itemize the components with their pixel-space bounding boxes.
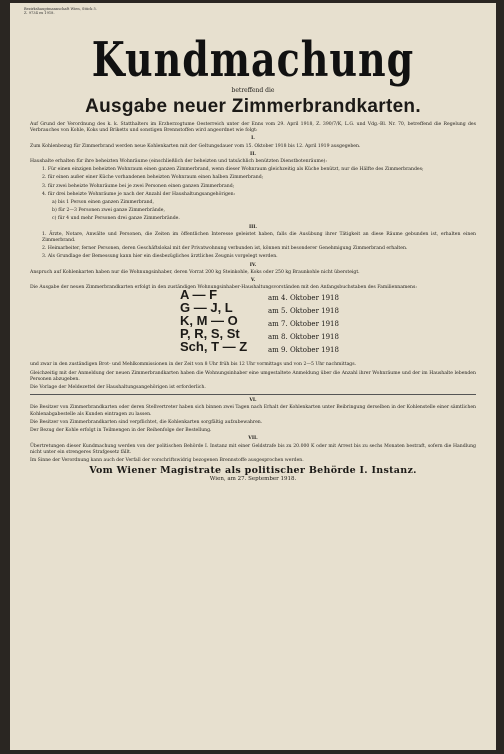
section-paragraph: 4. für drei beheizte Wohnräume je nach der Anzahl der Haushaltungsangehörigen: — [42, 191, 236, 197]
section-paragraph: 2. für einen außer einer Küche vorhandenen beheizten Wohnraum einen halben Zimmerbrand; — [42, 175, 264, 181]
section-paragraph: Die Besitzer von Zimmerbrandkarten oder deren Stellvertreter haben sich binnen zwei Tagen nach Erhalt der Kohlenkarten unter Beibringung derselben in der Kohlenstelle einer sämtlichen Kohlenabgabestelle als Kunden eintragen zu lassen. — [30, 405, 476, 417]
section-paragraph: Die Besitzer von Zimmerbrandkarten sind verpflichtet, die Kohlenkarten sorgfältig aufzubewahren. — [30, 419, 263, 425]
section-paragraph: b) für 2—3 Personen zwei ganze Zimmerbrände, — [52, 208, 165, 214]
reference-line-2: Z. 9734 ex 1918. — [24, 11, 55, 16]
section-number: II. — [250, 151, 256, 157]
announcement-body — [30, 122, 476, 483]
subtitle-main: Ausgabe neuer Zimmerbrandkarten. — [85, 96, 421, 117]
schedule-note-paragraph: Gleichzeitig mit der Anmeldung der neuen Zimmerbrandkarten haben die Wohnungsinhaber eine umgestaltete Anmeldung über die Anzahl ihrer Wohnräume und der im Haushalte lebenden Personen abzugeben. — [30, 370, 476, 382]
schedule-note-paragraph: und zwar in den zuständigen Brot- und Mehlkommissionen in der Zeit von 8 Uhr früh bis 12 Uhr vormittags und von 2—5 Uhr nachmittags. — [30, 362, 357, 368]
section-paragraph: Übertretungen dieser Kundmachung werden von der politischen Behörde I. Instanz mit einer Geldstrafe bis zu 20.000 K oder mit Arrest bis zu sechs Monaten bestraft, sofern die Handlung nicht unter ein strengeres Strafgesetz fällt. — [30, 443, 476, 455]
section-number: I. — [251, 136, 255, 142]
schedule-row — [180, 339, 476, 359]
schedule-date: am 8. Oktober 1918 — [268, 333, 339, 342]
schedule-date: am 9. Oktober 1918 — [268, 346, 339, 355]
section-number: VII. — [248, 436, 258, 442]
sections-part-1 — [30, 136, 476, 291]
section-paragraph: Im Sinne der Verordnung kann auch der Verfall der vorschriftswidrig bezogenen Brennstoffe ausgesprochen werden. — [30, 457, 304, 463]
section-number: VI. — [249, 398, 257, 404]
issuing-authority: Vom Wiener Magistrate als politischer Behörde I. Instanz. — [89, 465, 417, 477]
section-paragraph: 1. Für einen einzigen beheizten Wohnraum einen ganzen Zimmerbrand, wenn dieser Wohnraum gleichzeitig als Küche benützt, nur die Hälfte des Zimmerbrandes; — [42, 167, 424, 173]
subtitle-small: betreffend die — [231, 87, 275, 94]
section-paragraph: Haushalte erhalten für ihre beheizten Wohnräume (einschließlich der beheizten und tatsächlich benützten Dienstbotenräume): — [30, 159, 327, 165]
section-paragraph: Anspruch auf Kohlenkarten haben nur die Wohnungsinhaber, deren Vorrat 200 kg Steinkohle, Koks oder 250 kg Braunkohle nicht übersteigt. — [30, 269, 360, 275]
letter-group: G — J, L — [180, 300, 233, 316]
schedule-notes — [30, 362, 476, 391]
poster-sheet — [10, 3, 496, 750]
sections-part-2 — [30, 398, 476, 464]
letter-group: A — F — [180, 287, 218, 303]
schedule-date: am 7. Oktober 1918 — [268, 320, 339, 329]
schedule-note-paragraph: Die Vorlage der Meldezettel der Haushaltungsangehörigen ist erforderlich. — [30, 385, 206, 391]
distribution-schedule — [180, 287, 476, 359]
reference-line-1: Bezirkshauptmannschaft Wien, Stück 5. — [24, 7, 97, 11]
issue-date: Wien, am 27. September 1918. — [209, 476, 297, 483]
section-paragraph: 3. für zwei beheizte Wohnräume bei je zwei Personen einen ganzen Zimmerbrand; — [42, 183, 235, 189]
schedule-date: am 5. Oktober 1918 — [268, 307, 339, 316]
section-number: III. — [248, 224, 258, 230]
section-number: IV. — [249, 262, 257, 268]
section-paragraph: a) bis 1 Person einen ganzen Zimmerbrand, — [52, 200, 154, 206]
letter-group: Sch, T — Z — [180, 339, 248, 355]
divider — [30, 394, 476, 395]
section-paragraph: 1. Ärzte, Notare, Anwälte und Personen, die Zeiten im öffentlichen Interesse geleistet haben, falls die Ausübung ihrer Tätigkeit an diese Räume gebunden ist, erhalten einen Zimmerbrand. — [42, 231, 476, 244]
section-paragraph: 2. Heimarbeiter, ferner Personen, deren Geschäftslokal mit der Privatwohnung verbunden ist, können mit besonderer Genehmigung Zimmerbrand erhalten. — [42, 246, 408, 252]
poster-title: Kundmachung — [91, 31, 415, 88]
reference-note — [24, 7, 97, 16]
section-paragraph: c) für 4 und mehr Personen drei ganze Zimmerbrände. — [52, 216, 180, 222]
section-paragraph: Zum Kohlenbezug für Zimmerbrand werden neue Kohlenkarten mit der Geltungsdauer vom 15. Oktober 1918 bis 12. April 1919 ausgegeben. — [30, 143, 361, 149]
section-number: V. — [250, 278, 256, 284]
section-paragraph: Die Ausgabe der neuen Zimmerbrandkarten erfolgt in den zuständigen Wohnungsinhaber-Haushaltungsvorständen mit den Anfangsbuchstaben des Familiennamens: — [30, 285, 417, 291]
schedule-date: am 4. Oktober 1918 — [268, 294, 339, 303]
section-paragraph: Der Bezug der Kohle erfolgt in Teilmengen in der Reihenfolge der Bestellung. — [30, 428, 212, 434]
letter-group: K, M — O — [180, 313, 238, 329]
intro-paragraph: Auf Grund der Verordnung des k. k. Statthalters im Erzherzogtume Oesterreich unter der Enns vom 29. April 1918, Z. 390/7/K, L.G. und Vdg.-Bl. Nr. 70, betreffend die Regelung des Verbrauches von Kohle, Koks und Briketts und sonstigen Brennstoffen wird angeordnet wie folgt: — [30, 122, 476, 134]
letter-group: P, R, S, St — [180, 326, 240, 342]
section-paragraph: 3. Als Grundlage der Bemessung kann hier ein diesbezügliches ärztliches Zeugnis vorgelegt werden. — [42, 254, 278, 260]
